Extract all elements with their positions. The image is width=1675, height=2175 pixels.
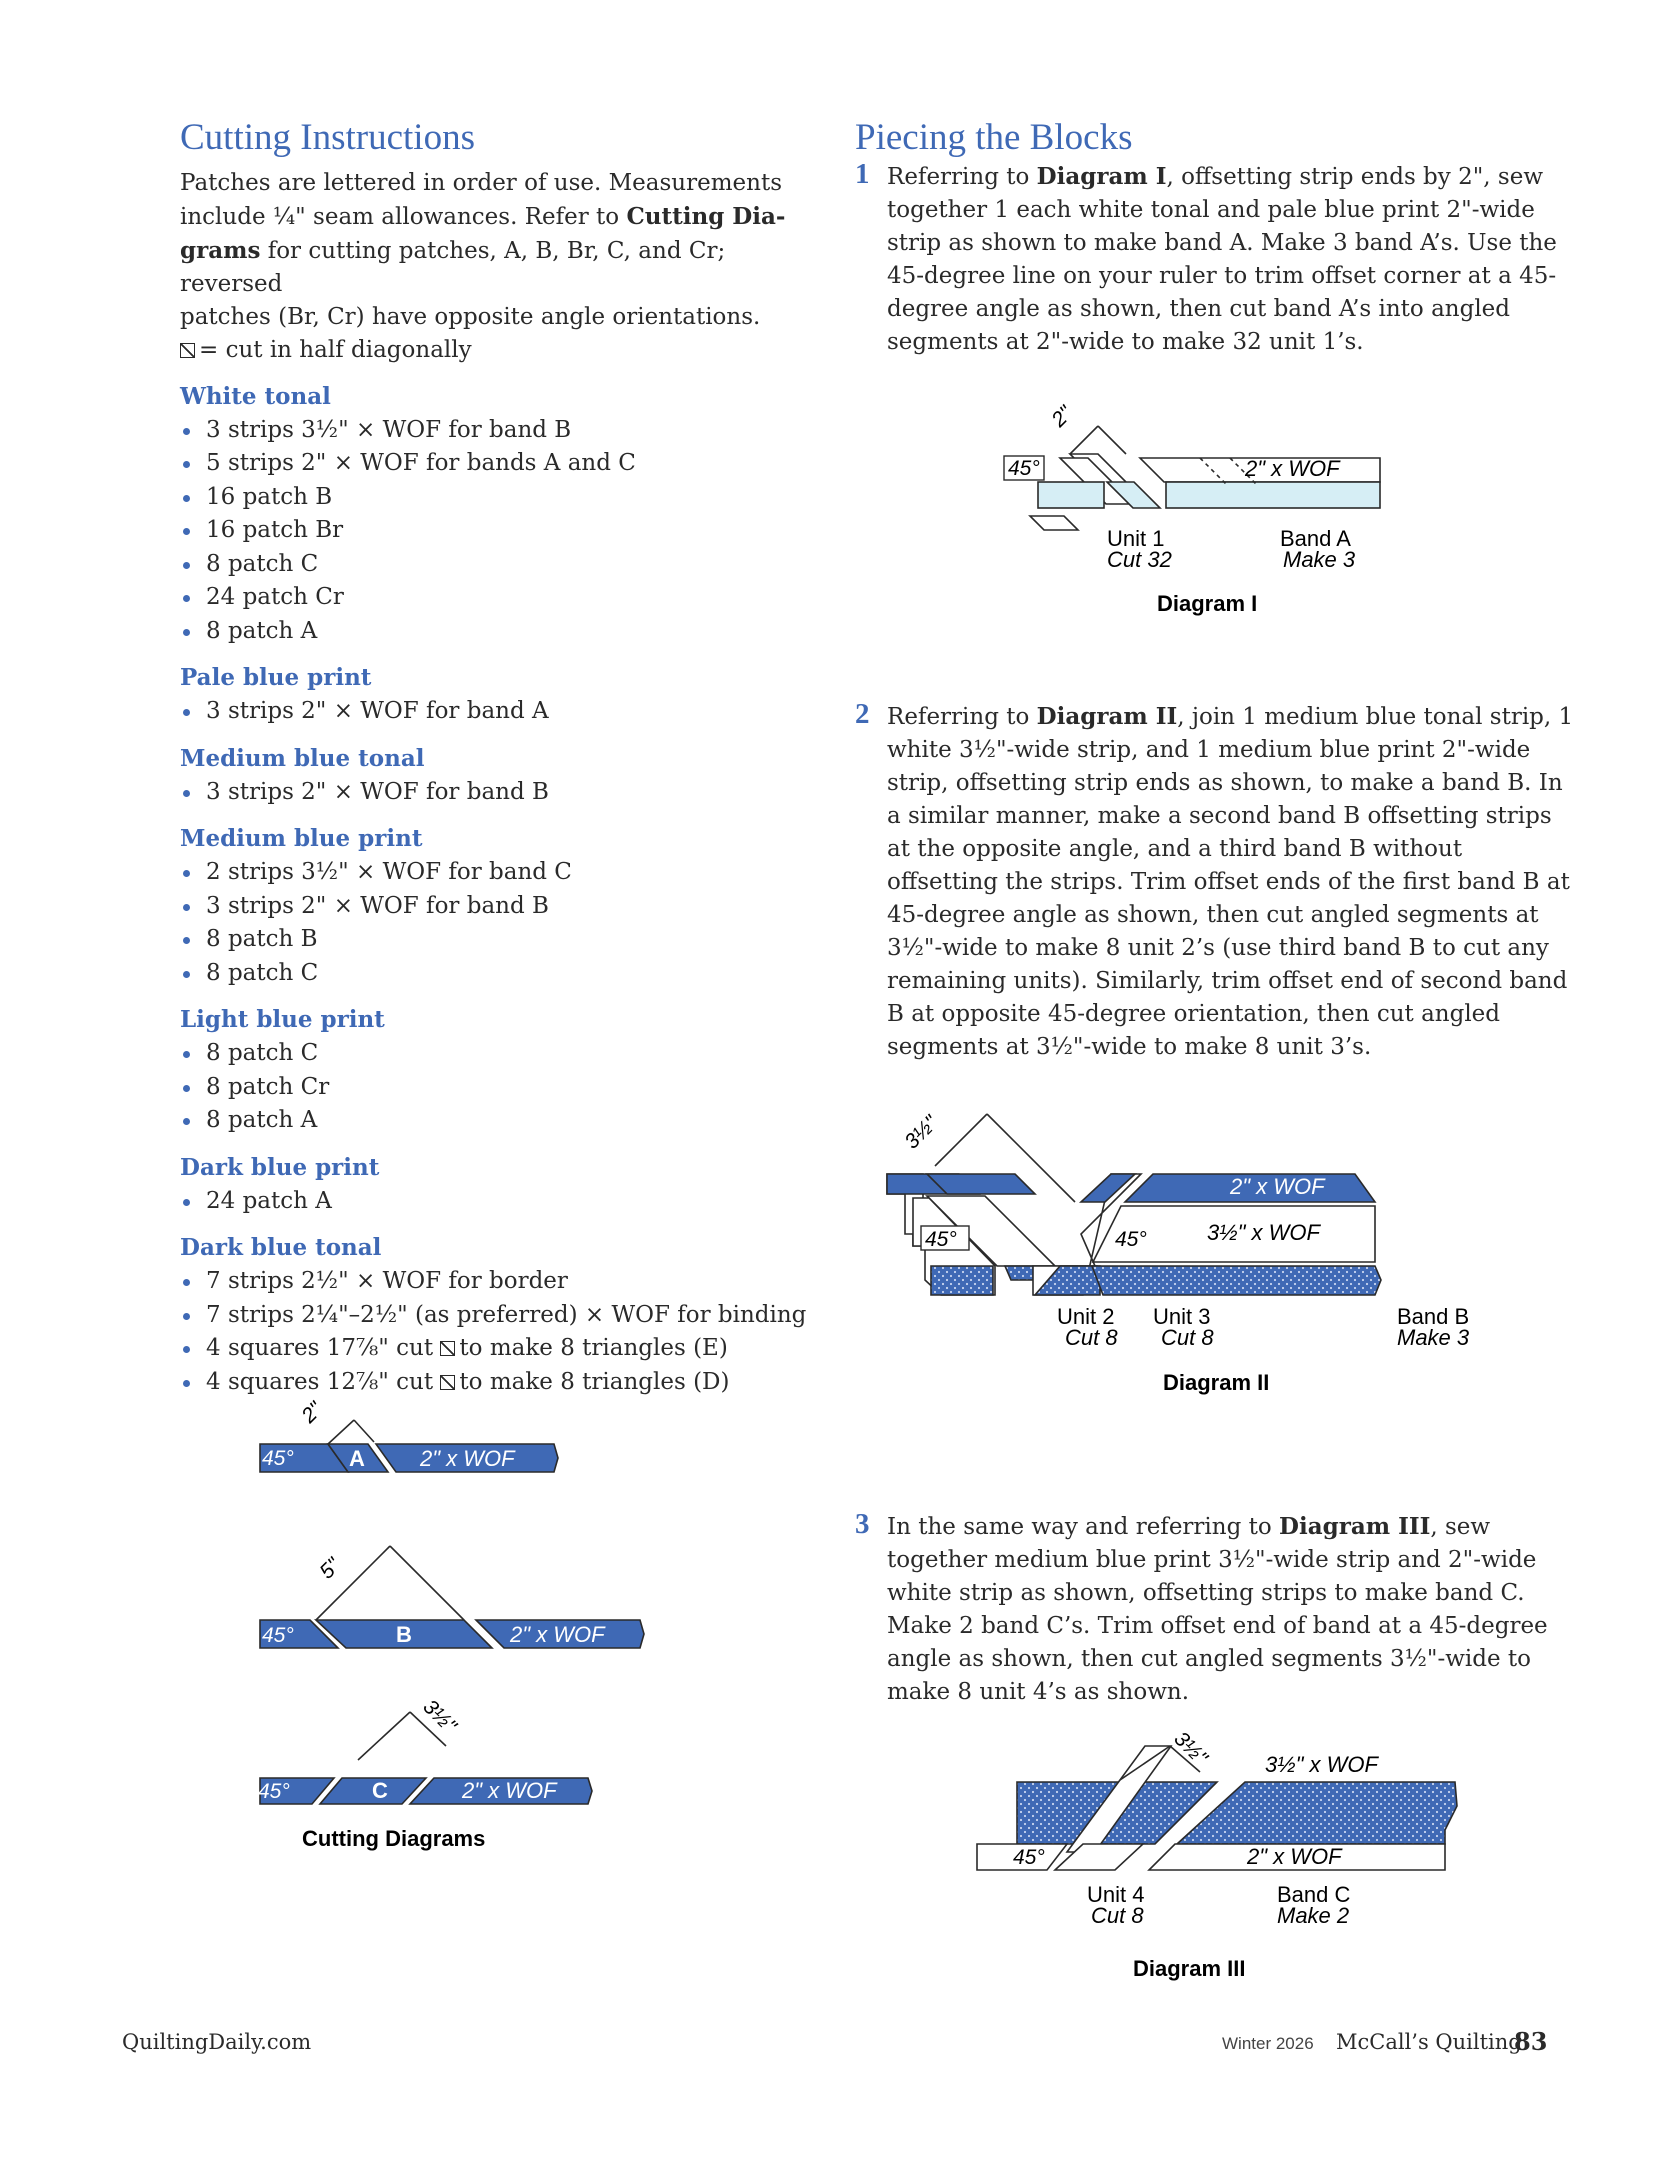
bullet-icon [183,709,190,716]
intro-line-2: include ¼" seam allowances. Refer to [180,203,627,230]
a-dimension: 2" [297,1397,328,1428]
step-number: 2 [855,698,870,730]
bullet-icon [183,428,190,435]
band-make: Make 2 [1277,1903,1350,1928]
intro-line-4: patches (Br, Cr) have opposite angle orientations. [180,303,761,330]
list-item: 4 squares 12⅞" cut to make 8 triangles (D) [180,1366,820,1400]
cutting-diagrams [250,1380,670,1860]
list-item: 5 strips 2" × WOF for bands A and C [180,447,820,481]
fabric-group-name: Pale blue print [180,664,372,692]
b-strip: 2" x WOF [510,1622,605,1647]
c-strip: 2" x WOF [462,1778,557,1803]
bullet-icon [183,1085,190,1092]
strip-mid-label: 3½" x WOF [1207,1220,1320,1245]
list-item: 8 patch Cr [180,1071,820,1105]
bullet-icon [183,790,190,797]
unit-3-label: Unit 3 [1153,1304,1211,1329]
unit-label: Unit 1 [1107,526,1165,551]
cut-diagonal-icon [180,343,195,358]
step-text: Referring to Diagram II, join 1 medium blue tonal strip, 1 white 3½"-wide strip, and 1 medium blue print 2"-wide strip, offsetting strip ends as shown, to make a band B. In a similar manner, make a second band B offsetting strips at the opposite angle, and a third band B without offsetting the strips. Trim offset ends of the first band B at 45-degree angle as shown, then cut angled segments at 3½"-wide to make 8 unit 2’s (use third band B to cut any remaining units). Similarly, trim offset end of second band B at opposite 45-degree orientation, then cut angled segments at 3½"-wide to make 8 unit 3’s. [887,703,1574,1060]
footer-magazine: McCall’s Quilting [1336,2030,1522,2054]
band-label: Band A [1280,526,1351,551]
footer-site: QuiltingDaily.com [122,2030,312,2054]
angle-label: 45° [1013,1846,1045,1869]
step-number: 3 [855,1508,870,1540]
cutting-diagrams-caption: Cutting Diagrams [302,1826,486,1851]
bullet-icon [183,1051,190,1058]
dimension-label: 3½" [1169,1727,1212,1770]
footer-issue: Winter 2026 [1222,2034,1314,2053]
step-3 [855,1510,1575,1709]
trimmed-corner [1030,516,1078,530]
band-make: Make 3 [1283,547,1356,572]
list-item: 3 strips 2" × WOF for band A [180,695,820,729]
angle-label: 45° [1008,457,1040,480]
intro-ref-1: Cutting Dia- [626,202,786,230]
list-item: 7 strips 2¼"–2½" (as preferred) × WOF for binding [180,1299,820,1333]
c-dimension: 3½" [418,1695,461,1738]
band-b-bottom [1092,1266,1381,1295]
strip-top-label: 2" x WOF [1230,1174,1325,1199]
fabric-group-name: Medium blue print [180,825,423,853]
fabric-group-name: Dark blue tonal [180,1234,382,1262]
list-item: 8 patch B [180,923,820,957]
list-item: 3 strips 3½" × WOF for band B [180,414,820,448]
bullet-icon [183,595,190,602]
diagram-caption: Diagram II [1163,1370,1270,1395]
fabric-group-list [180,856,820,990]
intro-line-5: = cut in half diagonally [199,336,472,363]
fabric-group-name: Dark blue print [180,1153,380,1181]
strip-bottom-label: 2" x WOF [1247,1844,1342,1869]
list-item: 16 patch Br [180,514,820,548]
step-text: Referring to Diagram I, offsetting strip ends by 2", sew together 1 each white tonal and pale blue print 2"-wide strip as shown to make band A. Make 3 band A’s. Use the 45-degree line on your ruler to trim offset corner at a 45-degree angle as shown, then cut band A’s into angled segments at 2"-wide to make 32 unit 1’s. [887,163,1557,355]
unit-label: Unit 4 [1087,1882,1145,1907]
unit-2-label: Unit 2 [1057,1304,1115,1329]
piecing-title: Piecing the Blocks [855,117,1133,158]
bullet-icon [183,461,190,468]
cutting-instructions-column [180,118,820,1399]
cutting-intro [180,167,820,367]
b-dimension: 5" [315,1553,346,1584]
step-1 [855,160,1575,359]
angle-label-right: 45° [1115,1228,1147,1251]
c-angle: 45° [258,1780,290,1803]
bullet-icon [183,904,190,911]
list-item: 4 squares 17⅞" cut to make 8 triangles (E) [180,1332,820,1366]
a-label: A [349,1446,365,1471]
diagram-3 [975,1710,1535,2000]
fabric-group-name: Light blue print [180,1006,385,1034]
bullet-icon [183,870,190,877]
unit-3-cut: Cut 8 [1161,1325,1214,1350]
cut-diagonal-icon [440,1341,455,1356]
intro-line-1: Patches are lettered in order of use. Measurements [180,169,783,196]
a-angle: 45° [262,1447,294,1470]
unit-cut: Cut 32 [1107,547,1172,572]
c-label: C [372,1778,388,1803]
list-item: 8 patch C [180,1037,820,1071]
b-label: B [396,1622,412,1647]
b-angle: 45° [262,1624,294,1647]
band-label: Band B [1397,1304,1470,1329]
unit-cut: Cut 8 [1091,1903,1144,1928]
bullet-icon [183,1118,190,1125]
list-item: 3 strips 2" × WOF for band B [180,776,820,810]
list-item: 8 patch A [180,615,820,649]
dimension-label: 2" [1047,401,1078,432]
list-item: 3 strips 2" × WOF for band B [180,890,820,924]
bullet-icon [183,1199,190,1206]
step-number: 1 [855,158,870,190]
bullet-icon [183,937,190,944]
band-a-pale [1166,482,1380,508]
bullet-icon [183,629,190,636]
trim-pale [1038,482,1104,508]
dimension-label: 3½" [900,1111,943,1154]
diagram-2 [885,1090,1505,1420]
fabric-group-list [180,414,820,649]
list-item: 24 patch A [180,1185,820,1219]
fabric-group-list [180,1185,820,1219]
unit-4-white [1055,1844,1143,1870]
fabric-group-list [180,1037,820,1138]
diagram-1 [1000,400,1400,630]
fabric-group-list [180,695,820,729]
angle-label-left: 45° [925,1228,957,1251]
cutting-instructions-title: Cutting Instructions [180,117,475,158]
bullet-icon [183,971,190,978]
list-item: 16 patch B [180,481,820,515]
list-item: 24 patch Cr [180,581,820,615]
list-item: 8 patch C [180,548,820,582]
strip-top-label: 3½" x WOF [1265,1752,1378,1777]
list-item: 8 patch C [180,957,820,991]
bullet-icon [183,528,190,535]
band-label: Band C [1277,1882,1351,1907]
step-2 [855,700,1575,1064]
step-text: In the same way and referring to Diagram III, sew together medium blue print 3½"-wide strip and 2"-wide white strip as shown, offsetting strips to make band C. Make 2 band C’s. Trim offset end of band at a 45-degree angle as shown, then cut angled segments 3½"-wide to make 8 unit 4’s as shown. [887,1513,1548,1705]
diagram-caption: Diagram III [1133,1956,1246,1981]
footer-page-number: 83 [1514,2027,1548,2056]
a-strip: 2" x WOF [420,1446,515,1471]
fabric-group-name: Medium blue tonal [180,744,425,772]
unit-2-cut: Cut 8 [1065,1325,1118,1350]
fabric-group-list [180,776,820,810]
fabric-groups [180,381,820,1219]
list-item: 8 patch A [180,1104,820,1138]
list-item: 7 strips 2½" × WOF for border [180,1265,820,1299]
bullet-icon [183,495,190,502]
intro-line-3: for cutting patches, A, B, Br, C, and Cr; reversed [180,237,726,297]
intro-ref-2: grams [180,236,261,264]
list-item: 2 strips 3½" × WOF for band C [180,856,820,890]
diagram-caption: Diagram I [1157,591,1258,616]
strip-label: 2" x WOF [1245,456,1340,481]
fabric-group-name: White tonal [180,382,331,410]
bullet-icon [183,562,190,569]
band-make: Make 3 [1397,1325,1470,1350]
